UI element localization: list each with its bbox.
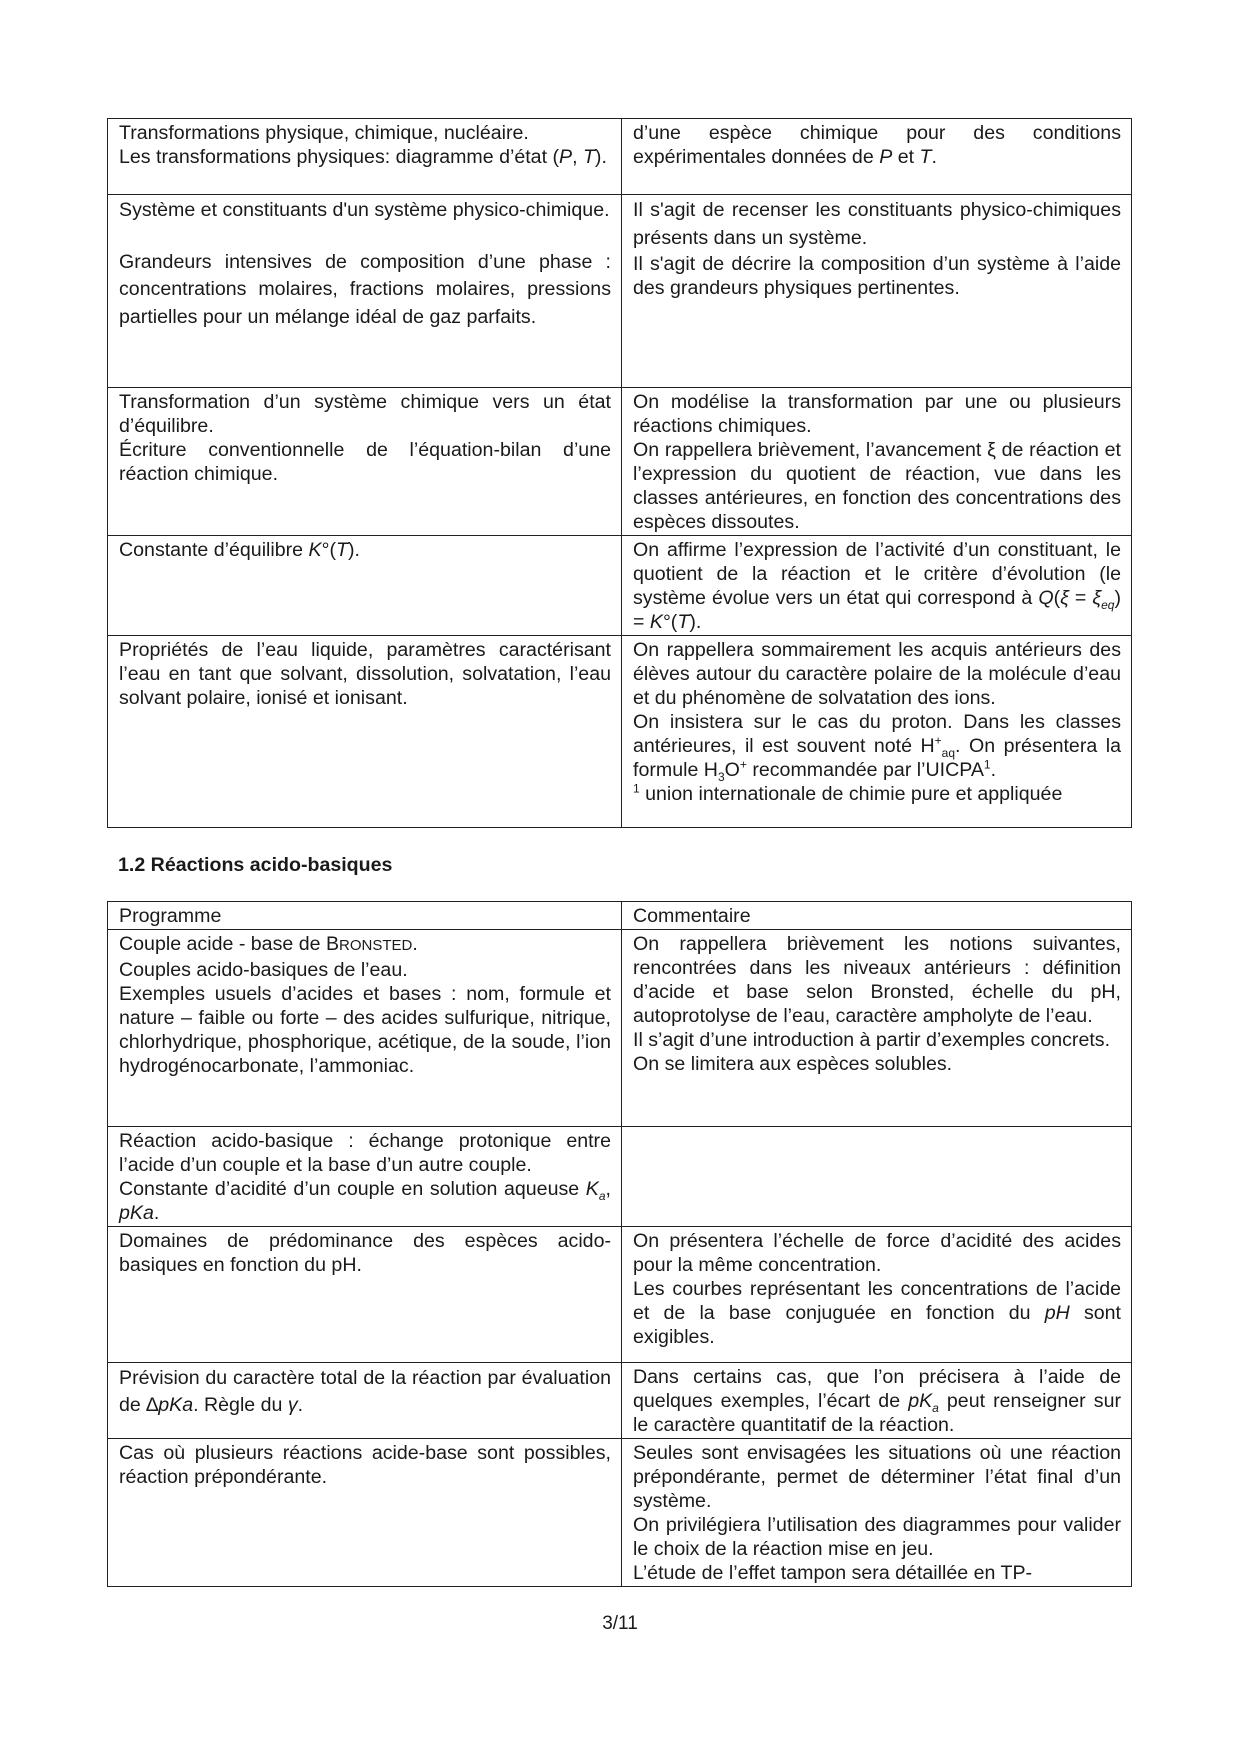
- programme-cell: [108, 536, 622, 636]
- cell-paragraph: Prévision du caractère total de la réaction par évaluation de ∆pKa. Règle du γ.: [119, 1367, 611, 1416]
- commentaire-cell-empty: [622, 1127, 1132, 1227]
- table-header-row: [108, 902, 1132, 930]
- column-header-commentaire: Commentaire: [622, 902, 1132, 930]
- cell-paragraph: On rappellera sommairement les acquis antérieurs des élèves autour du caractère polaire de la molécule d’eau et du phénomène de solvatation des ions.: [633, 639, 1121, 709]
- cell-paragraph: Transformations physique, chimique, nucléaire.: [119, 122, 529, 144]
- program-table-2: [107, 901, 1132, 1587]
- commentaire-cell: [622, 1363, 1132, 1439]
- cell-paragraph: On se limitera aux espèces solubles.: [633, 1053, 953, 1075]
- section-heading: 1.2 Réactions acido-basiques: [118, 854, 393, 876]
- programme-cell: [108, 388, 622, 536]
- cell-paragraph: Exemples usuels d’acides et bases : nom, formule et nature – faible ou forte – des acides sulfurique, nitrique, chlorhydrique, phosphorique, acétique, de la soude, l’ion hydrogénocarbonate, l’ammoniac.: [119, 983, 611, 1077]
- table-row: [108, 1227, 1132, 1363]
- commentaire-cell: [622, 930, 1132, 1127]
- cell-paragraph: Il s’agit d’une introduction à partir d’exemples concrets.: [633, 1029, 1111, 1051]
- commentaire-cell: [622, 119, 1132, 195]
- cell-paragraph: On rappellera brièvement, l’avancement ξ de réaction et l’expression du quotient de réaction, vue dans les classes antérieures, en fonction des concentrations des espèces dissoutes.: [633, 439, 1121, 533]
- cell-paragraph: Grandeurs intensives de composition d’une phase : concentrations molaires, fractions molaires, pressions partielles pour un mélange idéal de gaz parfaits.: [119, 250, 611, 328]
- cell-paragraph: On insistera sur le cas du proton. Dans les classes antérieures, il est souvent noté $H^+_{aq}$. On présentera la formule $H_3O^+$ recommandée par l’UICPA$^1$.: [633, 711, 1121, 784]
- cell-paragraph: Réaction acido-basique : échange protonique entre l’acide d’un couple et la base d’un autre couple.: [119, 1130, 611, 1176]
- cell-paragraph: On modélise la transformation par une ou plusieurs réactions chimiques.: [633, 391, 1121, 437]
- table-row: [108, 930, 1132, 1127]
- programme-cell: [108, 119, 622, 195]
- table-row: [108, 388, 1132, 536]
- table-row: [108, 1439, 1132, 1587]
- cell-paragraph: Seules sont envisagées les situations où une réaction prépondérante, permet de déterminer l’état final d’un système.: [633, 1442, 1121, 1512]
- cell-paragraph: Cas où plusieurs réactions acide-base sont possibles, réaction prépondérante.: [119, 1442, 611, 1488]
- commentaire-cell: [622, 1439, 1132, 1587]
- cell-paragraph: Il s'agit de décrire la composition d’un système à l’aide des grandeurs physiques pertinentes.: [633, 253, 1121, 299]
- programme-cell: [108, 1439, 622, 1587]
- cell-paragraph: Les transformations physiques: diagramme d’état (P, T).: [119, 146, 607, 168]
- commentaire-cell: [622, 1227, 1132, 1363]
- cell-paragraph: Dans certains cas, que l’on précisera à l’aide de quelques exemples, l’écart de $pK_a$ peut renseigner sur le caractère quantitatif de la réaction.: [633, 1366, 1121, 1436]
- cell-paragraph: On affirme l’expression de l’activité d’un constituant, le quotient de la réaction et le critère d’évolution (le système évolue vers un état qui correspond à $Q(\xi = \xi_{eq}) = K^\circ(T)$.: [633, 539, 1121, 633]
- cell-paragraph: Écriture conventionnelle de l’équation-bilan d’une réaction chimique.: [119, 439, 611, 485]
- page-number: 3/11: [602, 1613, 638, 1634]
- programme-cell: [108, 1127, 622, 1227]
- programme-cell: [108, 1227, 622, 1363]
- commentaire-cell: [622, 636, 1132, 828]
- cell-paragraph: Couples acido-basiques de l’eau.: [119, 959, 408, 981]
- cell-paragraph: Domaines de prédominance des espèces acido-basiques en fonction du pH.: [119, 1230, 611, 1276]
- cell-paragraph: Propriétés de l’eau liquide, paramètres caractérisant l’eau en tant que solvant, dissolution, solvatation, l’eau solvant polaire, ionisé et ionisant.: [119, 639, 611, 709]
- acid-base-section: [107, 901, 1131, 1587]
- table-row: [108, 1127, 1132, 1227]
- table-row: [108, 636, 1132, 828]
- cell-paragraph: d’une espèce chimique pour des conditions expérimentales données de P et T.: [633, 122, 1121, 168]
- programme-cell: [108, 636, 622, 828]
- cell-paragraph: L’étude de l’effet tampon sera détaillée en TP-: [633, 1562, 1033, 1584]
- commentaire-cell: [622, 388, 1132, 536]
- commentaire-cell: [622, 195, 1132, 388]
- cell-paragraph: Couple acide - base de BRONSTED.: [119, 933, 418, 955]
- table-continued-section: [107, 118, 1131, 828]
- cell-paragraph: On privilégiera l’utilisation des diagrammes pour valider le choix de la réaction mise en jeu.: [633, 1514, 1121, 1560]
- table-row: [108, 536, 1132, 636]
- cell-paragraph: Transformation d’un système chimique vers un état d’équilibre.: [119, 391, 611, 437]
- table-row: [108, 119, 1132, 195]
- commentaire-cell: [622, 536, 1132, 636]
- cell-paragraph: Constante d’acidité d’un couple en solution aqueuse $K_a$, pKa.: [119, 1178, 611, 1224]
- program-table-1: [107, 118, 1132, 828]
- cell-paragraph: On rappellera brièvement les notions suivantes, rencontrées dans les niveaux antérieurs : définition d’acide et base selon Bronsted, échelle du pH, autoprotolyse de l’eau, caractère ampholyte de l’eau.: [633, 933, 1121, 1027]
- cell-paragraph: Constante d’équilibre K°(T).: [119, 539, 360, 561]
- footnote: $^1$ union internationale de chimie pure et appliquée: [633, 781, 1063, 805]
- programme-cell: [108, 195, 622, 388]
- cell-paragraph: On présentera l’échelle de force d’acidité des acides pour la même concentration.: [633, 1230, 1121, 1276]
- cell-paragraph: Il s'agit de recenser les constituants physico-chimiques présents dans un système.: [633, 199, 1121, 249]
- programme-cell: [108, 930, 622, 1127]
- programme-cell: [108, 1363, 622, 1439]
- table-row: [108, 195, 1132, 388]
- cell-paragraph: Système et constituants d'un système physico-chimique.: [119, 199, 610, 221]
- cell-paragraph: Les courbes représentant les concentrations de l’acide et de la base conjuguée en fonction du pH sont exigibles.: [633, 1278, 1121, 1348]
- table-row: [108, 1363, 1132, 1439]
- column-header-programme: Programme: [108, 902, 622, 930]
